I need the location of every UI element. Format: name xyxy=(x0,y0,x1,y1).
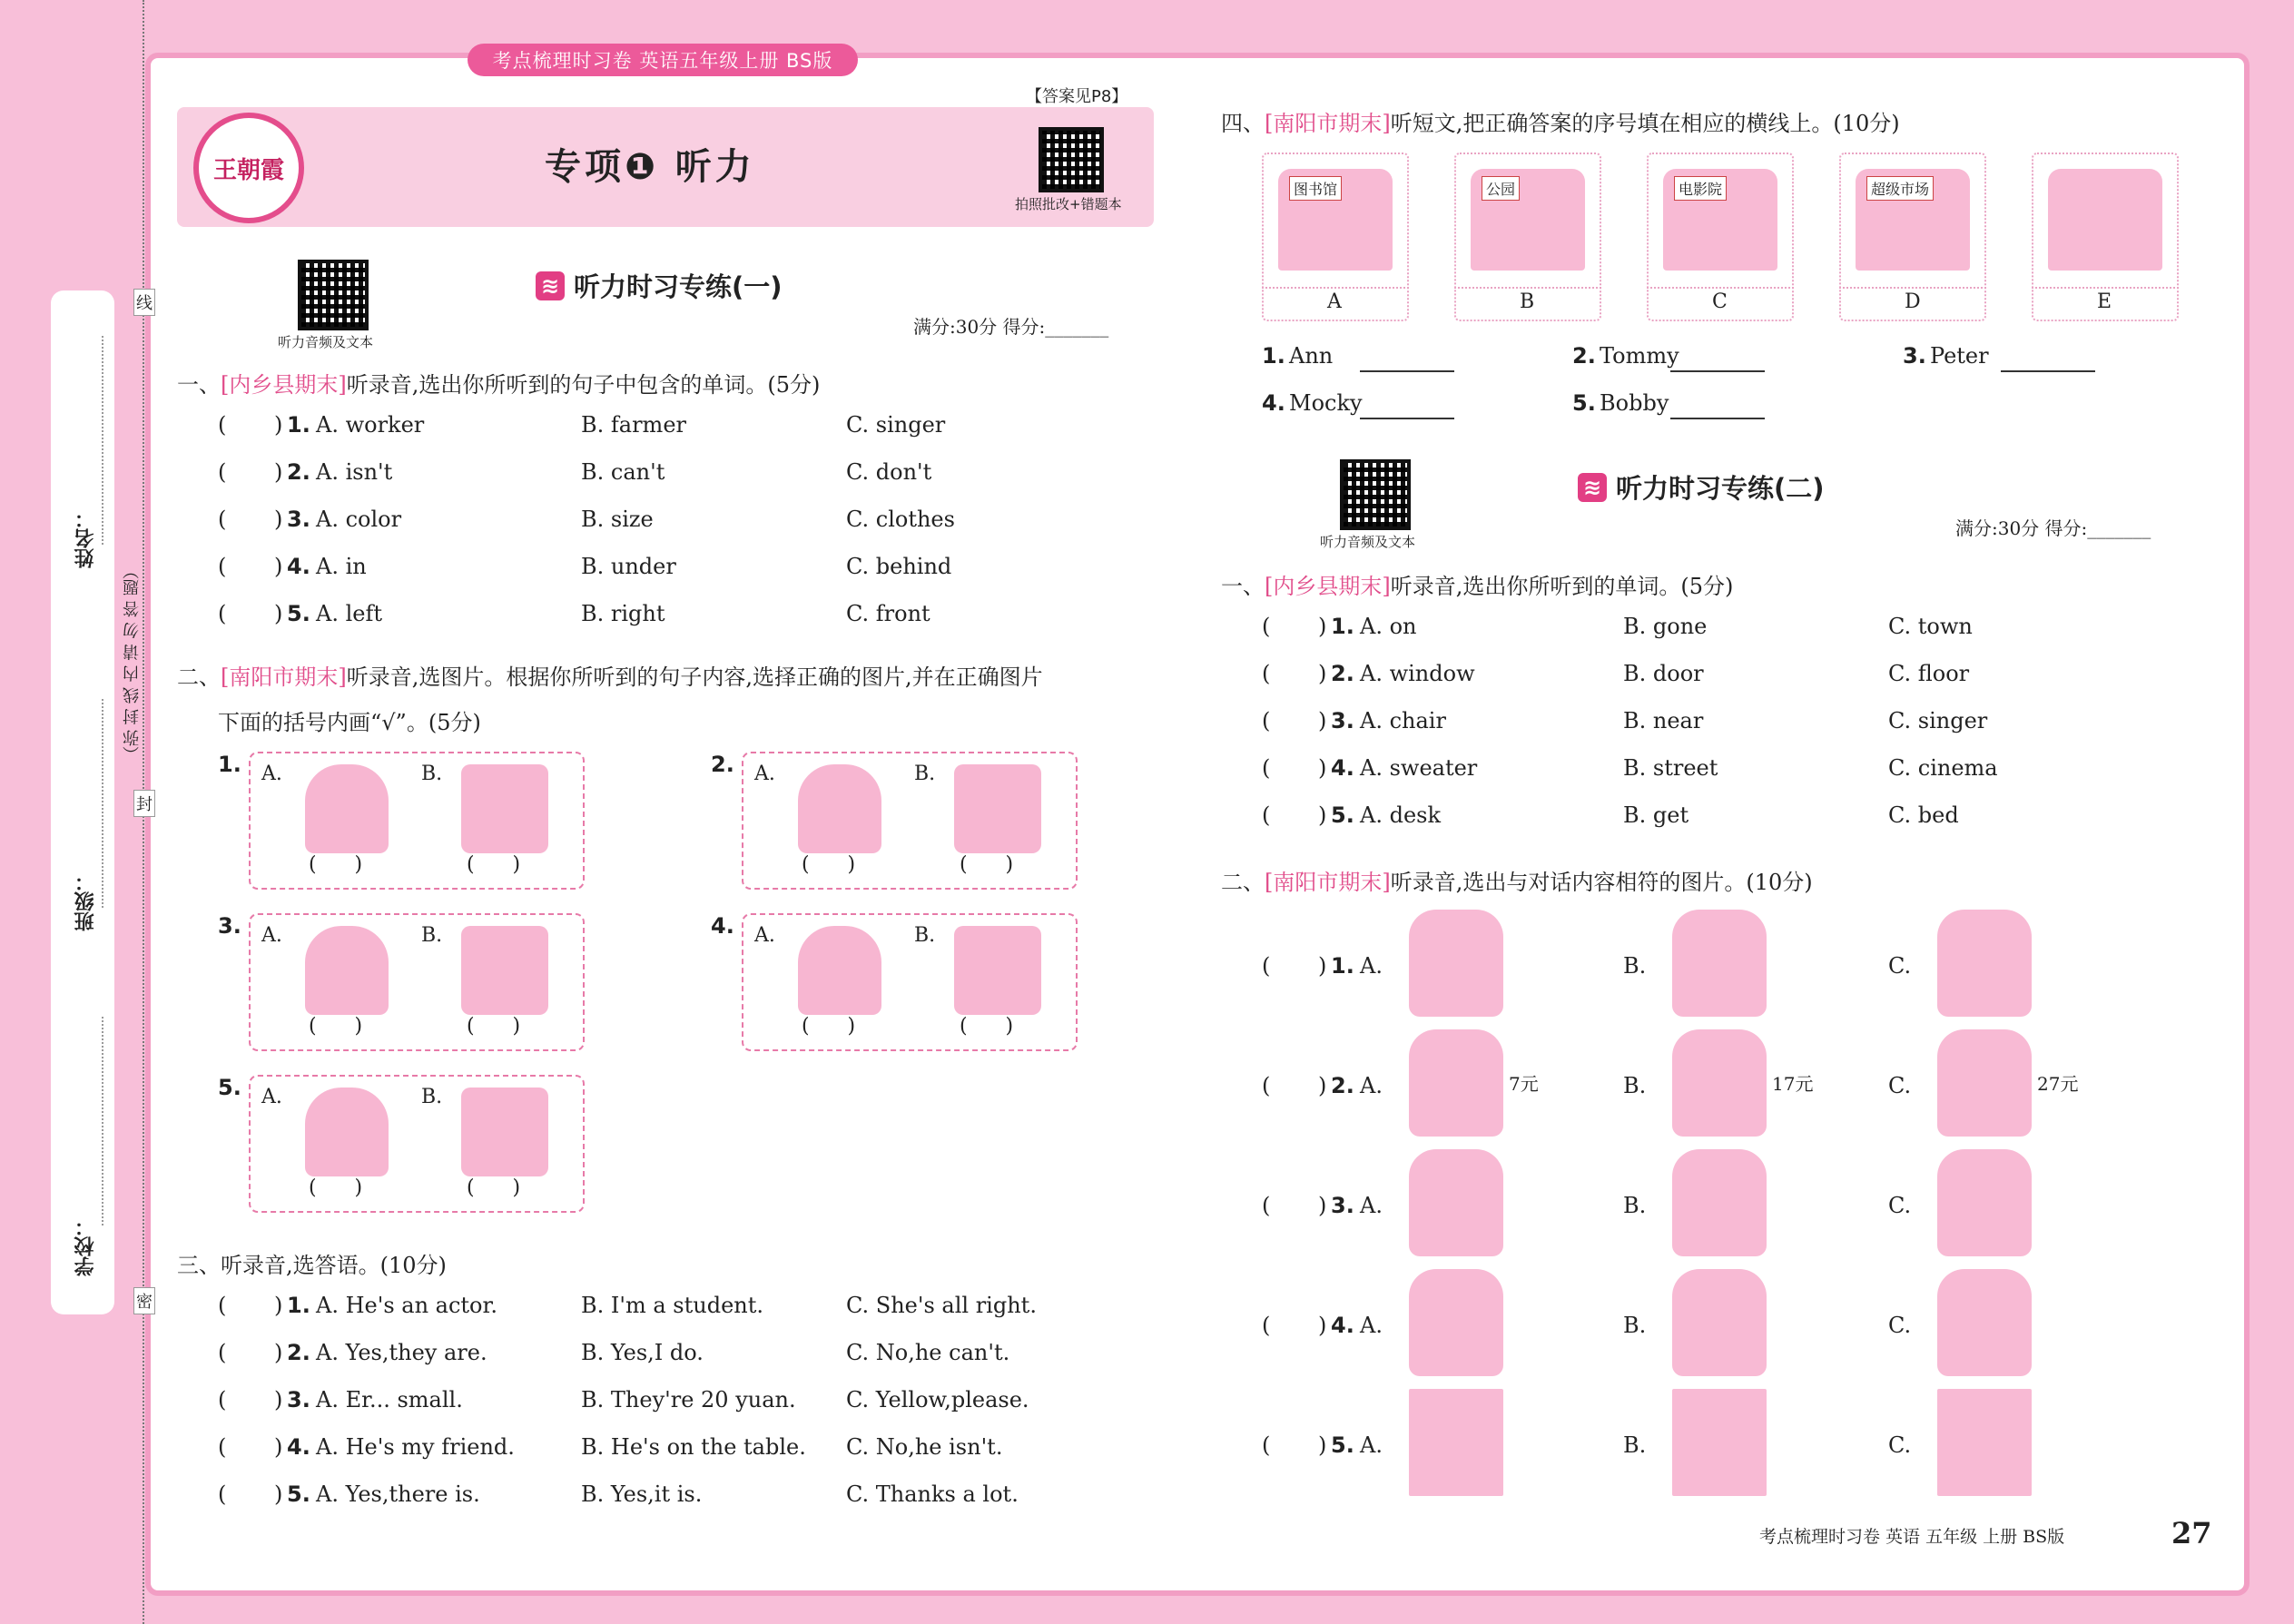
divider xyxy=(2032,287,2179,289)
option-b-label: B. xyxy=(914,924,936,947)
qr-code-icon[interactable] xyxy=(1340,459,1411,530)
answer-paren-close: ) xyxy=(274,507,283,532)
answer-paren-a[interactable]: ( ) xyxy=(802,853,856,876)
source-tag: [南阳市期末] xyxy=(1265,111,1391,136)
question-number: 1. xyxy=(287,412,310,438)
option-a[interactable]: A. He's my friend. xyxy=(316,1434,515,1460)
option-b[interactable]: B. can't xyxy=(581,459,665,485)
answer-paren-close: ) xyxy=(1318,1432,1327,1458)
option-b[interactable]: B. size xyxy=(581,507,654,532)
option-b[interactable]: B. gone xyxy=(1623,614,1708,639)
answer-paren-open[interactable]: ( xyxy=(218,507,227,532)
option-a[interactable]: A. Yes,there is. xyxy=(316,1481,480,1507)
seal-mark-seal: 封 xyxy=(133,790,155,817)
question-number: 5. xyxy=(1572,390,1596,416)
class-line[interactable] xyxy=(102,699,103,908)
rabbit-picture[interactable] xyxy=(1409,1269,1503,1376)
question-number: 5. xyxy=(218,1075,241,1100)
divider xyxy=(1454,287,1601,289)
option-a[interactable]: A. sweater xyxy=(1360,755,1478,781)
place-sign: 超级市场 xyxy=(1866,176,1934,201)
option-c[interactable]: C. don't xyxy=(846,459,932,485)
answer-paren-open[interactable]: ( xyxy=(1262,661,1271,686)
answer-paren-open[interactable]: ( xyxy=(218,1434,227,1460)
answer-paren-open[interactable]: ( xyxy=(218,1481,227,1507)
horse-groom-picture[interactable] xyxy=(1672,1149,1767,1256)
option-b-label: B. xyxy=(1623,1073,1647,1098)
sneakers-picture[interactable] xyxy=(1937,1029,2032,1137)
place-label: B xyxy=(1520,290,1535,313)
question-number: 4. xyxy=(1262,390,1285,416)
answer-paren-open[interactable]: ( xyxy=(1262,1193,1271,1218)
set1-title-text: 听力时习专练(一) xyxy=(574,271,783,302)
q-instructions: 听录音,选答语。(10分) xyxy=(221,1253,447,1278)
q-number: 二、 xyxy=(177,664,221,690)
answer-paren-open[interactable]: ( xyxy=(218,601,227,626)
option-b[interactable]: B. I'm a student. xyxy=(581,1293,764,1318)
pandas-picture[interactable] xyxy=(305,1088,389,1176)
question-number: 4. xyxy=(711,913,734,939)
turn-left-sign-picture[interactable] xyxy=(1409,1389,1503,1496)
option-b[interactable]: B. door xyxy=(1623,661,1704,686)
horse-rider-picture[interactable] xyxy=(1409,1149,1503,1256)
q-instructions: 听录音,选图片。根据你所听到的句子内容,选择正确的图片,并在正确图片 xyxy=(346,664,1043,690)
question-number: 3. xyxy=(287,1387,310,1412)
price-label: 17元 xyxy=(1772,1073,1814,1095)
option-b[interactable]: B. He's on the table. xyxy=(581,1434,806,1460)
option-b[interactable]: B. get xyxy=(1623,802,1689,828)
answer-paren-a[interactable]: ( ) xyxy=(309,1176,363,1199)
set2-q2-heading xyxy=(1221,864,1813,896)
set1-score: 满分:30分 得分:_______ xyxy=(913,316,1109,338)
set1-q1-heading xyxy=(177,367,820,399)
answer-paren-close: ) xyxy=(1318,953,1327,979)
building-picture[interactable] xyxy=(2048,169,2162,271)
door-picture[interactable] xyxy=(798,764,881,853)
answer-paren-a[interactable]: ( ) xyxy=(309,1015,363,1038)
answer-paren-open[interactable]: ( xyxy=(1262,755,1271,781)
answer-paren-b[interactable]: ( ) xyxy=(467,853,521,876)
answer-paren-b[interactable]: ( ) xyxy=(960,853,1014,876)
owl-picture[interactable] xyxy=(1937,1269,2032,1376)
answer-paren-close: ) xyxy=(1318,708,1327,733)
brand-logo xyxy=(193,113,304,223)
q-number: 四、 xyxy=(1221,111,1265,136)
seal-mark-close: 密 xyxy=(133,1287,155,1314)
option-c[interactable]: C. singer xyxy=(1888,708,1988,733)
place-label: D xyxy=(1905,290,1921,313)
answer-paren-b[interactable]: ( ) xyxy=(467,1176,521,1199)
answer-paren-open[interactable]: ( xyxy=(218,412,227,438)
answer-paren-close: ) xyxy=(274,412,283,438)
go-straight-sign-picture[interactable] xyxy=(1937,1389,2032,1496)
question-number: 2. xyxy=(1572,343,1596,369)
question-number: 5. xyxy=(287,1481,310,1507)
answer-paren-close: ) xyxy=(274,459,283,485)
option-c-label: C. xyxy=(1888,1432,1912,1458)
answer-paren-open[interactable]: ( xyxy=(1262,614,1271,639)
set2-title-text: 听力时习专练(二) xyxy=(1616,473,1825,504)
set2-title xyxy=(1578,468,1825,506)
answer-paren-open[interactable]: ( xyxy=(218,1293,227,1318)
question-number: 5. xyxy=(287,601,310,626)
source-tag: [南阳市期末] xyxy=(1265,870,1391,895)
answer-paren-open[interactable]: ( xyxy=(1262,1432,1271,1458)
q-instructions: 听短文,把正确答案的序号填在相应的横线上。(10分) xyxy=(1390,111,1900,136)
question-number: 3. xyxy=(218,913,241,939)
page-number: 27 xyxy=(2171,1516,2212,1550)
place-sign: 公园 xyxy=(1482,176,1520,201)
option-c-label: C. xyxy=(1888,953,1912,979)
socks-picture[interactable] xyxy=(1409,1029,1503,1137)
option-b[interactable]: B. Yes,it is. xyxy=(581,1481,703,1507)
answer-paren-close: ) xyxy=(1318,614,1327,639)
option-b[interactable]: B. near xyxy=(1623,708,1704,733)
person-name: Peter xyxy=(1930,343,1989,369)
question-number: 3. xyxy=(287,507,310,532)
option-c[interactable]: C. No,he can't. xyxy=(846,1340,1010,1365)
person-name: Bobby xyxy=(1600,390,1669,416)
option-a-label: A. xyxy=(1360,1313,1383,1338)
answer-paren-a[interactable]: ( ) xyxy=(802,1015,856,1038)
seal-mark-line: 线 xyxy=(133,289,155,316)
source-tag: [内乡县期末] xyxy=(1265,574,1391,599)
answer-paren-open[interactable]: ( xyxy=(1262,1313,1271,1338)
answer-paren-close: ) xyxy=(1318,1313,1327,1338)
teacher-picture[interactable] xyxy=(461,764,548,853)
q-number: 二、 xyxy=(1221,870,1265,895)
answer-blank[interactable] xyxy=(1360,418,1454,419)
pilot-picture[interactable] xyxy=(1672,910,1767,1017)
option-b[interactable]: B. farmer xyxy=(581,412,686,438)
question-number: 1. xyxy=(287,1293,310,1318)
seal-notice: （弥 封 线 内 请 勿 答 题） xyxy=(123,563,142,763)
divider xyxy=(1262,287,1409,289)
place-sign: 电影院 xyxy=(1674,176,1727,201)
question-number: 1. xyxy=(218,752,241,777)
divider xyxy=(1647,287,1794,289)
answer-paren-b[interactable]: ( ) xyxy=(960,1015,1014,1038)
option-c[interactable]: C. bed xyxy=(1888,802,1959,828)
answer-paren-close: ) xyxy=(274,1293,283,1318)
q-instructions: 听录音,选出你所听到的单词。(5分) xyxy=(1390,574,1734,599)
question-number: 3. xyxy=(1331,708,1354,733)
page-title: 专项❶ 听力 xyxy=(545,146,755,188)
option-c[interactable]: C. Thanks a lot. xyxy=(846,1481,1019,1507)
qr-caption-top: 拍照批改+错题本 xyxy=(1015,196,1122,212)
option-a[interactable]: A. He's an actor. xyxy=(316,1293,497,1318)
police-officer-picture[interactable] xyxy=(1937,910,2032,1017)
option-b[interactable]: B. right xyxy=(581,601,665,626)
answer-paren-open[interactable]: ( xyxy=(218,1340,227,1365)
option-a[interactable]: A. chair xyxy=(1360,708,1446,733)
option-b[interactable]: B. street xyxy=(1623,755,1718,781)
person-name: Mocky xyxy=(1289,390,1363,416)
answer-paren-open[interactable]: ( xyxy=(1262,802,1271,828)
place-label: C xyxy=(1712,290,1728,313)
plate-picture[interactable] xyxy=(305,926,389,1015)
answer-paren-close: ) xyxy=(274,1340,283,1365)
option-a[interactable]: A. left xyxy=(316,601,382,626)
option-c[interactable]: C. town xyxy=(1888,614,1973,639)
answer-reference: 【答案见P8】 xyxy=(1026,87,1128,106)
answer-paren-open[interactable]: ( xyxy=(1262,708,1271,733)
option-b-label: B. xyxy=(1623,1432,1647,1458)
nurse-picture[interactable] xyxy=(1409,910,1503,1017)
option-c[interactable]: C. No,he isn't. xyxy=(846,1434,1003,1460)
horse-boy-picture[interactable] xyxy=(1937,1149,2032,1256)
answer-paren-open[interactable]: ( xyxy=(218,459,227,485)
fox-picture[interactable] xyxy=(461,1088,548,1176)
question-number: 2. xyxy=(1331,1073,1354,1098)
option-b[interactable]: B. Yes,I do. xyxy=(581,1340,704,1365)
set1-q2-heading xyxy=(177,659,1043,691)
option-a[interactable]: A. Er... small. xyxy=(316,1387,463,1412)
option-a-label: A. xyxy=(1360,953,1383,979)
q4-heading xyxy=(1221,105,1900,137)
place-label: A xyxy=(1327,290,1342,313)
option-b-label: B. xyxy=(1623,1313,1647,1338)
set1-q2-heading-line2: 下面的括号内画“√”。(5分) xyxy=(218,710,481,735)
answer-paren-close: ) xyxy=(1318,661,1327,686)
cat-picture[interactable] xyxy=(1672,1269,1767,1376)
person-name: Tommy xyxy=(1600,343,1679,369)
option-b-label: B. xyxy=(421,1086,443,1108)
answer-paren-a[interactable]: ( ) xyxy=(309,853,363,876)
wave-icon: ≋ xyxy=(1578,473,1607,502)
option-c-label: C. xyxy=(1888,1193,1912,1218)
socks-picture[interactable] xyxy=(798,926,881,1015)
answer-paren-open[interactable]: ( xyxy=(1262,953,1271,979)
option-c[interactable]: C. Yellow,please. xyxy=(846,1387,1029,1412)
set1-q3-heading xyxy=(177,1247,447,1279)
answer-blank[interactable] xyxy=(1670,370,1765,372)
question-number: 4. xyxy=(287,554,310,579)
answer-paren-b[interactable]: ( ) xyxy=(467,1015,521,1038)
option-a[interactable]: A. isn't xyxy=(316,459,393,485)
answer-paren-close: ) xyxy=(274,554,283,579)
skirt-picture[interactable] xyxy=(954,926,1041,1015)
person-name: Ann xyxy=(1289,343,1334,369)
school-line[interactable] xyxy=(102,1017,103,1225)
set2-q1-heading xyxy=(1221,568,1733,600)
answer-paren-close: ) xyxy=(1318,1193,1327,1218)
option-c[interactable]: C. She's all right. xyxy=(846,1293,1037,1318)
turn-right-sign-picture[interactable] xyxy=(1672,1389,1767,1496)
option-c[interactable]: C. floor xyxy=(1888,661,1970,686)
q-number: 一、 xyxy=(177,372,221,398)
wave-icon: ≋ xyxy=(536,271,565,300)
class-label: 班级： xyxy=(74,871,97,931)
price-label: 27元 xyxy=(2037,1073,2079,1095)
option-a-label: A. xyxy=(1360,1073,1383,1098)
question-number: 5. xyxy=(1331,802,1354,828)
option-a-label: A. xyxy=(1360,1432,1383,1458)
answer-paren-close: ) xyxy=(274,601,283,626)
chair-picture[interactable] xyxy=(954,764,1041,853)
q-number: 三、 xyxy=(177,1253,221,1278)
shorts-picture[interactable] xyxy=(1672,1029,1767,1137)
question-number: 2. xyxy=(287,1340,310,1365)
option-a[interactable]: A. Yes,they are. xyxy=(316,1340,487,1365)
option-c[interactable]: C. clothes xyxy=(846,507,955,532)
option-b-label: B. xyxy=(1623,953,1647,979)
answer-paren-close: ) xyxy=(274,1481,283,1507)
option-c[interactable]: C. front xyxy=(846,601,930,626)
option-b-label: B. xyxy=(914,763,936,785)
option-a-label: A. xyxy=(261,763,282,785)
option-a[interactable]: A. worker xyxy=(316,412,425,438)
audio-qr-caption: 听力音频及文本 xyxy=(278,334,374,350)
option-b-label: B. xyxy=(421,924,443,947)
option-b-label: B. xyxy=(1623,1193,1647,1218)
answer-paren-close: ) xyxy=(274,1387,283,1412)
option-c[interactable]: C. singer xyxy=(846,412,946,438)
option-b-label: B. xyxy=(421,763,443,785)
question-number: 3. xyxy=(1331,1193,1354,1218)
place-sign: 图书馆 xyxy=(1289,176,1342,201)
set2-score: 满分:30分 得分:_______ xyxy=(1955,517,2151,539)
divider xyxy=(1839,287,1986,289)
name-label: 姓名： xyxy=(74,508,97,568)
answer-paren-open[interactable]: ( xyxy=(218,554,227,579)
option-a-label: A. xyxy=(261,924,282,947)
q-instructions: 听录音,选出你所听到的句子中包含的单词。(5分) xyxy=(346,372,821,398)
school-label: 学校： xyxy=(74,1216,97,1276)
answer-blank[interactable] xyxy=(1360,370,1454,372)
series-topbar: 考点梳理时习卷 英语五年级上册 BS版 xyxy=(468,44,858,76)
question-number: 3. xyxy=(1903,343,1926,369)
answer-paren-close: ) xyxy=(1318,755,1327,781)
source-tag: [南阳市期末] xyxy=(221,664,347,690)
answer-paren-open[interactable]: ( xyxy=(218,1387,227,1412)
qr-code-icon[interactable] xyxy=(298,260,369,330)
answer-paren-close: ) xyxy=(1318,1073,1327,1098)
option-c[interactable]: C. cinema xyxy=(1888,755,1998,781)
footer-series: 考点梳理时习卷 英语 五年级 上册 BS版 xyxy=(1759,1527,2065,1547)
option-a[interactable]: A. in xyxy=(316,554,367,579)
option-c[interactable]: C. behind xyxy=(846,554,952,579)
answer-paren-open[interactable]: ( xyxy=(1262,1073,1271,1098)
q-number: 一、 xyxy=(1221,574,1265,599)
answer-paren-close: ) xyxy=(274,1434,283,1460)
option-a-label: A. xyxy=(261,1086,282,1108)
option-a-label: A. xyxy=(1360,1193,1383,1218)
cart-picture[interactable] xyxy=(461,926,548,1015)
option-a[interactable]: A. color xyxy=(316,507,402,532)
source-tag: [内乡县期末] xyxy=(221,372,347,398)
question-number: 2. xyxy=(1331,661,1354,686)
audio-qr-caption: 听力音频及文本 xyxy=(1320,534,1416,550)
question-number: 2. xyxy=(287,459,310,485)
question-number: 4. xyxy=(1331,755,1354,781)
answer-paren-close: ) xyxy=(1318,802,1327,828)
name-line[interactable] xyxy=(102,336,103,545)
option-a-label: A. xyxy=(754,924,775,947)
option-a[interactable]: A. on xyxy=(1360,614,1417,639)
student-info-sidebar xyxy=(51,290,114,1314)
option-b[interactable]: B. under xyxy=(581,554,676,579)
option-c-label: C. xyxy=(1888,1073,1912,1098)
question-number: 1. xyxy=(1262,343,1285,369)
option-a-label: A. xyxy=(754,763,775,785)
answer-blank[interactable] xyxy=(2001,370,2095,372)
option-a[interactable]: A. desk xyxy=(1360,802,1442,828)
logo-text: 王朝霞 xyxy=(212,156,284,184)
answer-blank[interactable] xyxy=(1670,418,1765,419)
option-a[interactable]: A. window xyxy=(1360,661,1475,686)
question-number: 5. xyxy=(1331,1432,1354,1458)
question-number: 1. xyxy=(1331,953,1354,979)
doctor-picture[interactable] xyxy=(305,764,389,853)
question-number: 1. xyxy=(1331,614,1354,639)
question-number: 2. xyxy=(711,752,734,777)
place-label: E xyxy=(2097,290,2112,313)
price-label: 7元 xyxy=(1509,1073,1539,1095)
option-c-label: C. xyxy=(1888,1313,1912,1338)
set1-title xyxy=(536,267,783,304)
option-b[interactable]: B. They're 20 yuan. xyxy=(581,1387,796,1412)
qr-code-icon[interactable] xyxy=(1039,127,1104,192)
question-number: 4. xyxy=(287,1434,310,1460)
question-number: 4. xyxy=(1331,1313,1354,1338)
q-instructions: 听录音,选出与对话内容相符的图片。(10分) xyxy=(1390,870,1813,895)
